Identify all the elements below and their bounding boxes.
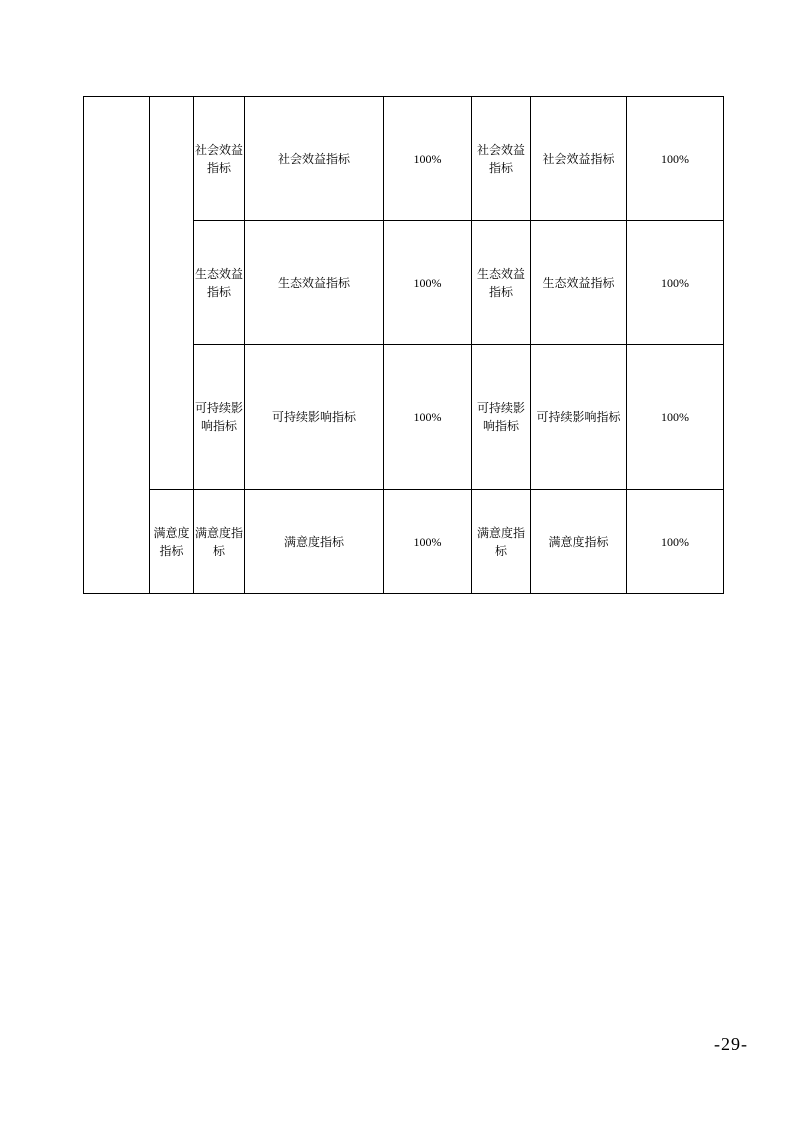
actual-level3-cell: 生态效益指标: [472, 221, 531, 345]
page-number: -29-: [714, 1034, 748, 1054]
level3-indicator-cell: 满意度指标: [194, 490, 245, 594]
actual-indicator-cell: 生态效益指标: [531, 221, 627, 345]
target-value-cell: 100%: [384, 97, 472, 221]
actual-level3-cell: 满意度指标: [472, 490, 531, 594]
level1-indicator-cell: [84, 97, 150, 594]
actual-indicator-cell: 可持续影响指标: [531, 345, 627, 490]
target-value-cell: 100%: [384, 345, 472, 490]
performance-indicator-table: [83, 96, 724, 594]
table-row: [84, 490, 724, 594]
actual-value-cell: 100%: [627, 97, 724, 221]
actual-level3-cell: 社会效益指标: [472, 97, 531, 221]
indicator-name-cell: 可持续影响指标: [245, 345, 384, 490]
actual-value-cell: 100%: [627, 490, 724, 594]
target-value-cell: 100%: [384, 221, 472, 345]
level3-indicator-cell: 可持续影响指标: [194, 345, 245, 490]
level3-indicator-cell: 生态效益指标: [194, 221, 245, 345]
actual-value-cell: 100%: [627, 221, 724, 345]
actual-indicator-cell: 社会效益指标: [531, 97, 627, 221]
level3-indicator-cell: 社会效益指标: [194, 97, 245, 221]
actual-level3-cell: 可持续影响指标: [472, 345, 531, 490]
indicator-name-cell: 满意度指标: [245, 490, 384, 594]
table-row: [84, 97, 724, 221]
indicator-name-cell: 生态效益指标: [245, 221, 384, 345]
level2-indicator-cell: [150, 97, 194, 490]
actual-value-cell: 100%: [627, 345, 724, 490]
actual-indicator-cell: 满意度指标: [531, 490, 627, 594]
indicator-name-cell: 社会效益指标: [245, 97, 384, 221]
target-value-cell: 100%: [384, 490, 472, 594]
level2-indicator-cell: 满意度指标: [150, 490, 194, 594]
